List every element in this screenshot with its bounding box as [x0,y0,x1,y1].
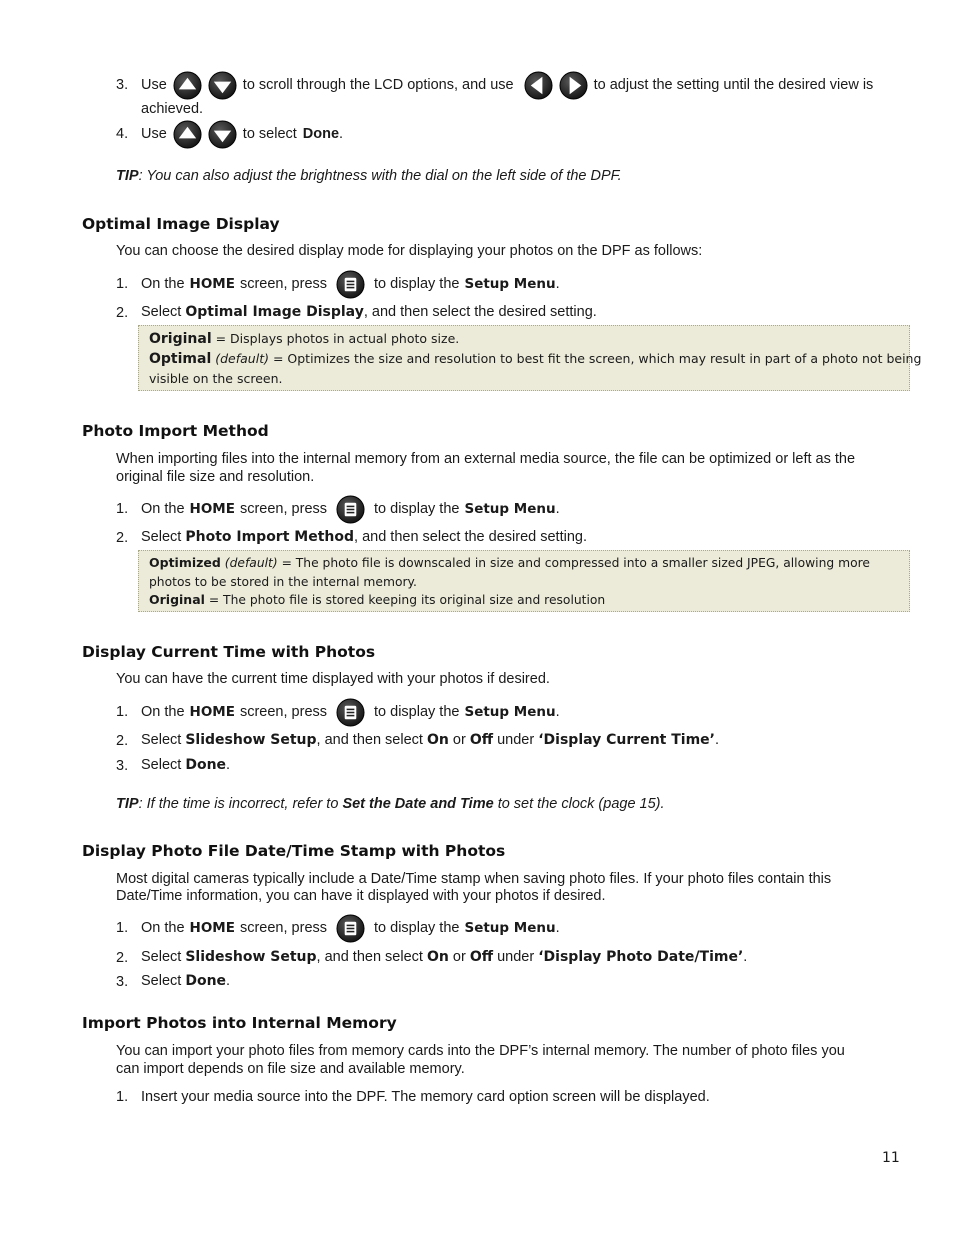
step-text: screen, press [239,704,328,720]
step-number: 1. [116,276,129,292]
step-text: or [452,732,466,748]
optimal-step-1 [141,269,560,299]
step-text: Select [141,529,182,545]
period: . [555,920,560,936]
tip-text: to set the clock (page 15). [497,796,665,812]
done-label: Done [185,757,227,773]
menu-item-label: Slideshow Setup [185,732,317,748]
menu-icon [336,914,365,943]
step-number: 1. [116,501,129,517]
import-memory-intro-2: can import depends on file size and available memory. [116,1061,465,1077]
step-number: 1. [116,920,129,936]
current-time-step-3 [141,756,230,774]
section-heading-current-time: Display Current Time with Photos [82,643,376,661]
home-label: HOME [189,501,235,517]
import-method-step-2 [141,528,587,546]
period: . [555,501,560,517]
step-text: On the [141,276,185,292]
note-desc: = The photo file is downscaled in size and compressed into a smaller sized JPEG, allowing more [277,556,870,570]
import-method-intro-2: original file size and resolution. [116,469,315,485]
note-desc: = Displays photos in actual photo size. [211,331,460,346]
step-3-use: Use [141,77,167,93]
tip-label: TIP [116,796,139,812]
menu-icon [336,270,365,299]
step-3-end: to adjust the setting until the desired view is [593,77,874,93]
step-text: On the [141,920,185,936]
menu-icon [336,698,365,727]
section-heading-import-method: Photo Import Method [82,422,269,440]
step-4-mid: to select [242,126,297,142]
section-heading-optimal: Optimal Image Display [82,215,280,233]
note-desc: photos to be stored in the internal memory. [149,574,417,589]
current-time-intro: You can have the current time displayed with your photos if desired. [116,671,550,687]
tip-text: : If the time is incorrect, refer to [138,796,339,812]
step-text: or [452,949,466,965]
import-memory-step-1: Insert your media source into the DPF. The memory card option screen will be displayed. [141,1089,710,1105]
step-text: Select [141,973,182,989]
left-arrow-icon [524,71,553,100]
option-off: Off [469,732,494,748]
setting-name: ‘Display Current Time’ [538,732,715,748]
date-stamp-step-1 [141,913,560,943]
menu-item-label: Photo Import Method [185,529,355,545]
tip-label: TIP [116,168,139,184]
optimal-step-2 [141,303,597,321]
note-term: Original [149,331,212,347]
step-text: screen, press [239,276,328,292]
setup-menu-label: Setup Menu [464,276,556,292]
section-heading-date-stamp: Display Photo File Date/Time Stamp with Photos [82,842,506,860]
period: . [339,126,344,142]
note-default: (default) [215,351,269,366]
tip-text: : You can also adjust the brightness with the dial on the left side of the DPF. [138,168,622,184]
step-text: , and then select [316,732,423,748]
step-text: under [497,732,535,748]
step-text: to display the [374,501,460,517]
step-text: , and then select the desired setting. [354,529,587,545]
up-arrow-icon [173,120,202,149]
setup-menu-label: Setup Menu [464,704,556,720]
step-number: 2. [116,733,129,749]
import-method-step-1 [141,494,560,524]
setup-menu-label: Setup Menu [464,501,556,517]
date-stamp-intro-2: Date/Time information, you can have it displayed with your photos if desired. [116,888,606,904]
optimal-note-box [138,325,922,391]
step-text: , and then select [316,949,423,965]
step-text: Select [141,949,182,965]
home-label: HOME [189,704,235,720]
note-default: (default) [224,556,278,570]
step-text: under [497,949,535,965]
step-number: 2. [116,950,129,966]
note-term: Original [149,592,205,607]
step-number: 4. [116,126,129,142]
step-text: On the [141,501,185,517]
current-time-step-1 [141,697,560,727]
tip-time [116,795,665,813]
step-text: to display the [374,704,460,720]
step-number: 1. [116,704,129,720]
period: . [555,704,560,720]
step-number: 2. [116,305,129,321]
menu-item-label: Slideshow Setup [185,949,317,965]
period: . [555,276,560,292]
step-text: , and then select the desired setting. [363,304,597,320]
setup-menu-label: Setup Menu [464,920,556,936]
import-memory-intro-1: You can import your photo files from memory cards into the DPF’s internal memory. The number of photo files you [116,1043,845,1059]
date-stamp-intro-1: Most digital cameras typically include a Date/Time stamp when saving photo files. If your photo files contain this [116,871,832,887]
step-text: On the [141,704,185,720]
right-arrow-icon [559,71,588,100]
menu-icon [336,495,365,524]
up-arrow-icon [173,71,202,100]
step-text: Select [141,304,182,320]
option-on: On [426,732,449,748]
step-text: to display the [374,920,460,936]
done-label: Done [302,126,340,142]
step-number: 2. [116,530,129,546]
menu-item-label: Optimal Image Display [185,304,364,320]
note-desc: = The photo file is stored keeping its original size and resolution [204,593,606,607]
note-term: Optimized [149,555,221,570]
section-heading-import-memory: Import Photos into Internal Memory [82,1014,397,1032]
step-4-use: Use [141,126,167,142]
optimal-intro: You can choose the desired display mode for displaying your photos on the DPF as follows: [116,243,703,259]
step-number: 1. [116,1089,129,1105]
step-text: Select [141,757,182,773]
tip-reference: Set the Date and Time [342,796,494,812]
down-arrow-icon [208,71,237,100]
home-label: HOME [189,920,235,936]
page-number: 11 [882,1150,900,1166]
step-number: 3. [116,77,129,93]
import-method-intro-1: When importing files into the internal memory from an external media source, the file can be optimized or left as the [116,451,856,467]
period: . [714,732,720,748]
tip-brightness [116,167,622,185]
import-method-note-box [138,550,910,612]
step-3-mid: to scroll through the LCD options, and use [242,77,514,93]
step-3-cont: achieved. [141,101,204,117]
option-off: Off [469,949,494,965]
down-arrow-icon [208,120,237,149]
date-stamp-step-2 [141,948,747,966]
step-text: Select [141,732,182,748]
step-3-line [141,70,873,100]
home-label: HOME [189,276,235,292]
done-label: Done [185,973,227,989]
period: . [226,973,231,989]
current-time-step-2 [141,731,719,749]
period: . [226,757,231,773]
setting-name: ‘Display Photo Date/Time’ [538,949,744,965]
step-number: 3. [116,758,129,774]
note-desc: visible on the screen. [149,371,283,386]
step-text: screen, press [239,920,328,936]
note-term: Optimal [149,351,212,367]
period: . [743,949,748,965]
step-number: 3. [116,974,129,990]
step-text: screen, press [239,501,328,517]
step-4-line [141,119,343,149]
note-desc: = Optimizes the size and resolution to best fit the screen, which may result in part of a photo not being [268,351,922,366]
date-stamp-step-3 [141,972,230,990]
option-on: On [426,949,449,965]
step-text: to display the [374,276,460,292]
